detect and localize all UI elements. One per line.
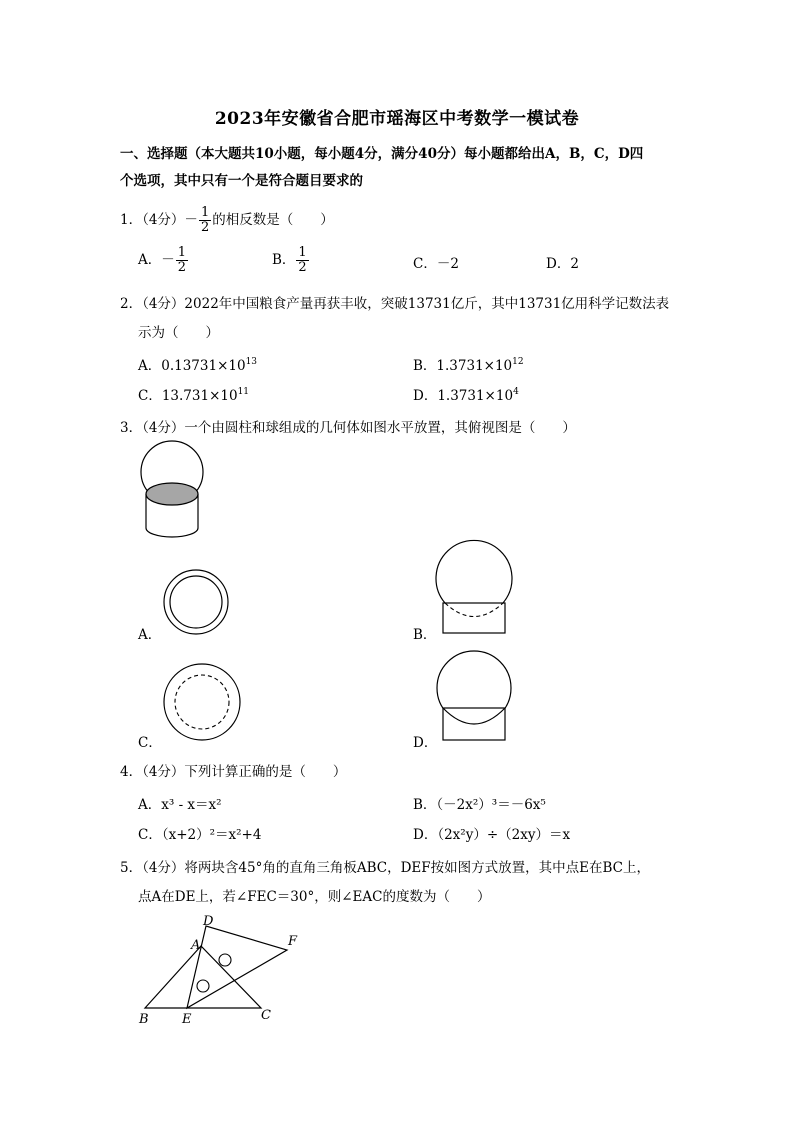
- question-1: [120, 206, 334, 235]
- q2-option-d[interactable]: [413, 384, 519, 404]
- q1-option-d[interactable]: D．2: [546, 256, 579, 272]
- exam-title: 2023年安徽省合肥市瑶海区中考数学一模试卷: [214, 109, 580, 129]
- q2-c-base: C．13.731×10: [138, 388, 238, 404]
- q1-a-fraction: [176, 246, 188, 275]
- q4-option-d[interactable]: D．（2x²y）÷（2xy）＝x: [413, 827, 571, 843]
- q1-b-fraction: [296, 246, 308, 275]
- q2-option-a[interactable]: [138, 354, 257, 374]
- q3-option-b-figure[interactable]: [432, 548, 522, 638]
- q3-b-circle-arc: [436, 540, 512, 603]
- q3-a-outer-circle: [164, 570, 228, 634]
- q2-d-exp: 4: [513, 387, 519, 397]
- q1-b-num: 1: [298, 245, 307, 260]
- section-1-heading-line1: 一、选择题（本大题共10小题，每小题4分，满分40分）每小题都给出A，B，C，D四: [120, 146, 644, 162]
- question-3: 3．（4分）一个由圆柱和球组成的几何体如图水平放置，其俯视图是（ ）: [120, 420, 576, 436]
- q1-fraction: [199, 206, 211, 235]
- question-5-line1: 5．（4分）将两块含45°角的直角三角板ABC，DEF按如图方式放置，其中点E在BC上，: [120, 860, 651, 876]
- q5-triangle-def: [187, 926, 287, 1008]
- q3-option-b[interactable]: B．: [413, 627, 437, 643]
- q5-label-f: F: [288, 934, 298, 949]
- q3-main-figure: [135, 440, 215, 540]
- q1-a-den: 2: [177, 260, 187, 275]
- q4-option-b[interactable]: B．（－2x²）³＝－6x⁵: [413, 797, 546, 813]
- q5-label-e: E: [182, 1012, 192, 1027]
- q1-b-den: 2: [298, 260, 307, 275]
- q1-option-c[interactable]: C．－2: [413, 256, 459, 272]
- q3-option-c[interactable]: C．: [138, 735, 162, 751]
- q2-a-base: A．0.13731×10: [138, 358, 246, 374]
- q5-label-a: A: [191, 938, 201, 953]
- question-4: 4．（4分）下列计算正确的是（ ）: [120, 764, 347, 780]
- q5-label-b: B: [139, 1012, 149, 1027]
- q2-b-base: B．1.3731×10: [413, 358, 513, 374]
- q3-b-dashed-arc: [445, 603, 503, 617]
- q2-a-exp: 13: [245, 357, 258, 367]
- q4-option-a[interactable]: A．x³ - x＝x²: [138, 797, 222, 813]
- q1-b-label: B．: [272, 252, 296, 268]
- q1-frac-den: 2: [200, 220, 210, 235]
- question-2-line1: 2．（4分）2022年中国粮食产量再获丰收，突破13731亿斤，其中13731亿用科学记数法表: [120, 296, 670, 312]
- question-2-line2: 示为（ ）: [138, 325, 219, 341]
- q3-a-inner-circle: [170, 576, 222, 628]
- q2-c-exp: 11: [237, 387, 250, 397]
- q3-option-c-figure[interactable]: [162, 662, 246, 746]
- q1-prefix: 1．（4分）－: [120, 212, 198, 228]
- q1-a-label: A．－: [138, 252, 175, 268]
- q2-b-exp: 12: [512, 357, 524, 367]
- q1-option-b[interactable]: [272, 246, 310, 275]
- q1-frac-num: 1: [200, 205, 210, 220]
- q4-option-c[interactable]: C．（x+2）²＝x²+4: [138, 827, 262, 843]
- q2-option-b[interactable]: [413, 354, 524, 374]
- q3-option-d-figure[interactable]: [432, 650, 522, 746]
- q5-label-d: D: [203, 914, 214, 929]
- q3-cylinder-top: [146, 483, 198, 505]
- q1-option-a[interactable]: [138, 246, 189, 275]
- q5-label-c: C: [261, 1008, 271, 1023]
- section-1-heading-line2: 个选项，其中只有一个是符合题目要求的: [120, 173, 363, 189]
- question-5-line2: 点A在DE上，若∠FEC＝30°，则∠EAC的度数为（ ）: [138, 889, 491, 905]
- q5-small-circle-2: [197, 980, 209, 992]
- q1-suffix: 的相反数是（ ）: [212, 212, 334, 228]
- q3-c-dashed-circle: [175, 675, 229, 729]
- q5-small-circle-1: [219, 954, 231, 966]
- q5-triangle-figure: [135, 912, 315, 1032]
- q1-a-num: 1: [177, 245, 187, 260]
- q3-option-d[interactable]: D．: [413, 735, 438, 751]
- q3-b-rectangle: [443, 603, 505, 633]
- q3-option-a[interactable]: A．: [138, 627, 162, 643]
- q3-option-a-figure[interactable]: [160, 566, 240, 646]
- q2-d-base: D．1.3731×10: [413, 388, 514, 404]
- q2-option-c[interactable]: [138, 384, 249, 404]
